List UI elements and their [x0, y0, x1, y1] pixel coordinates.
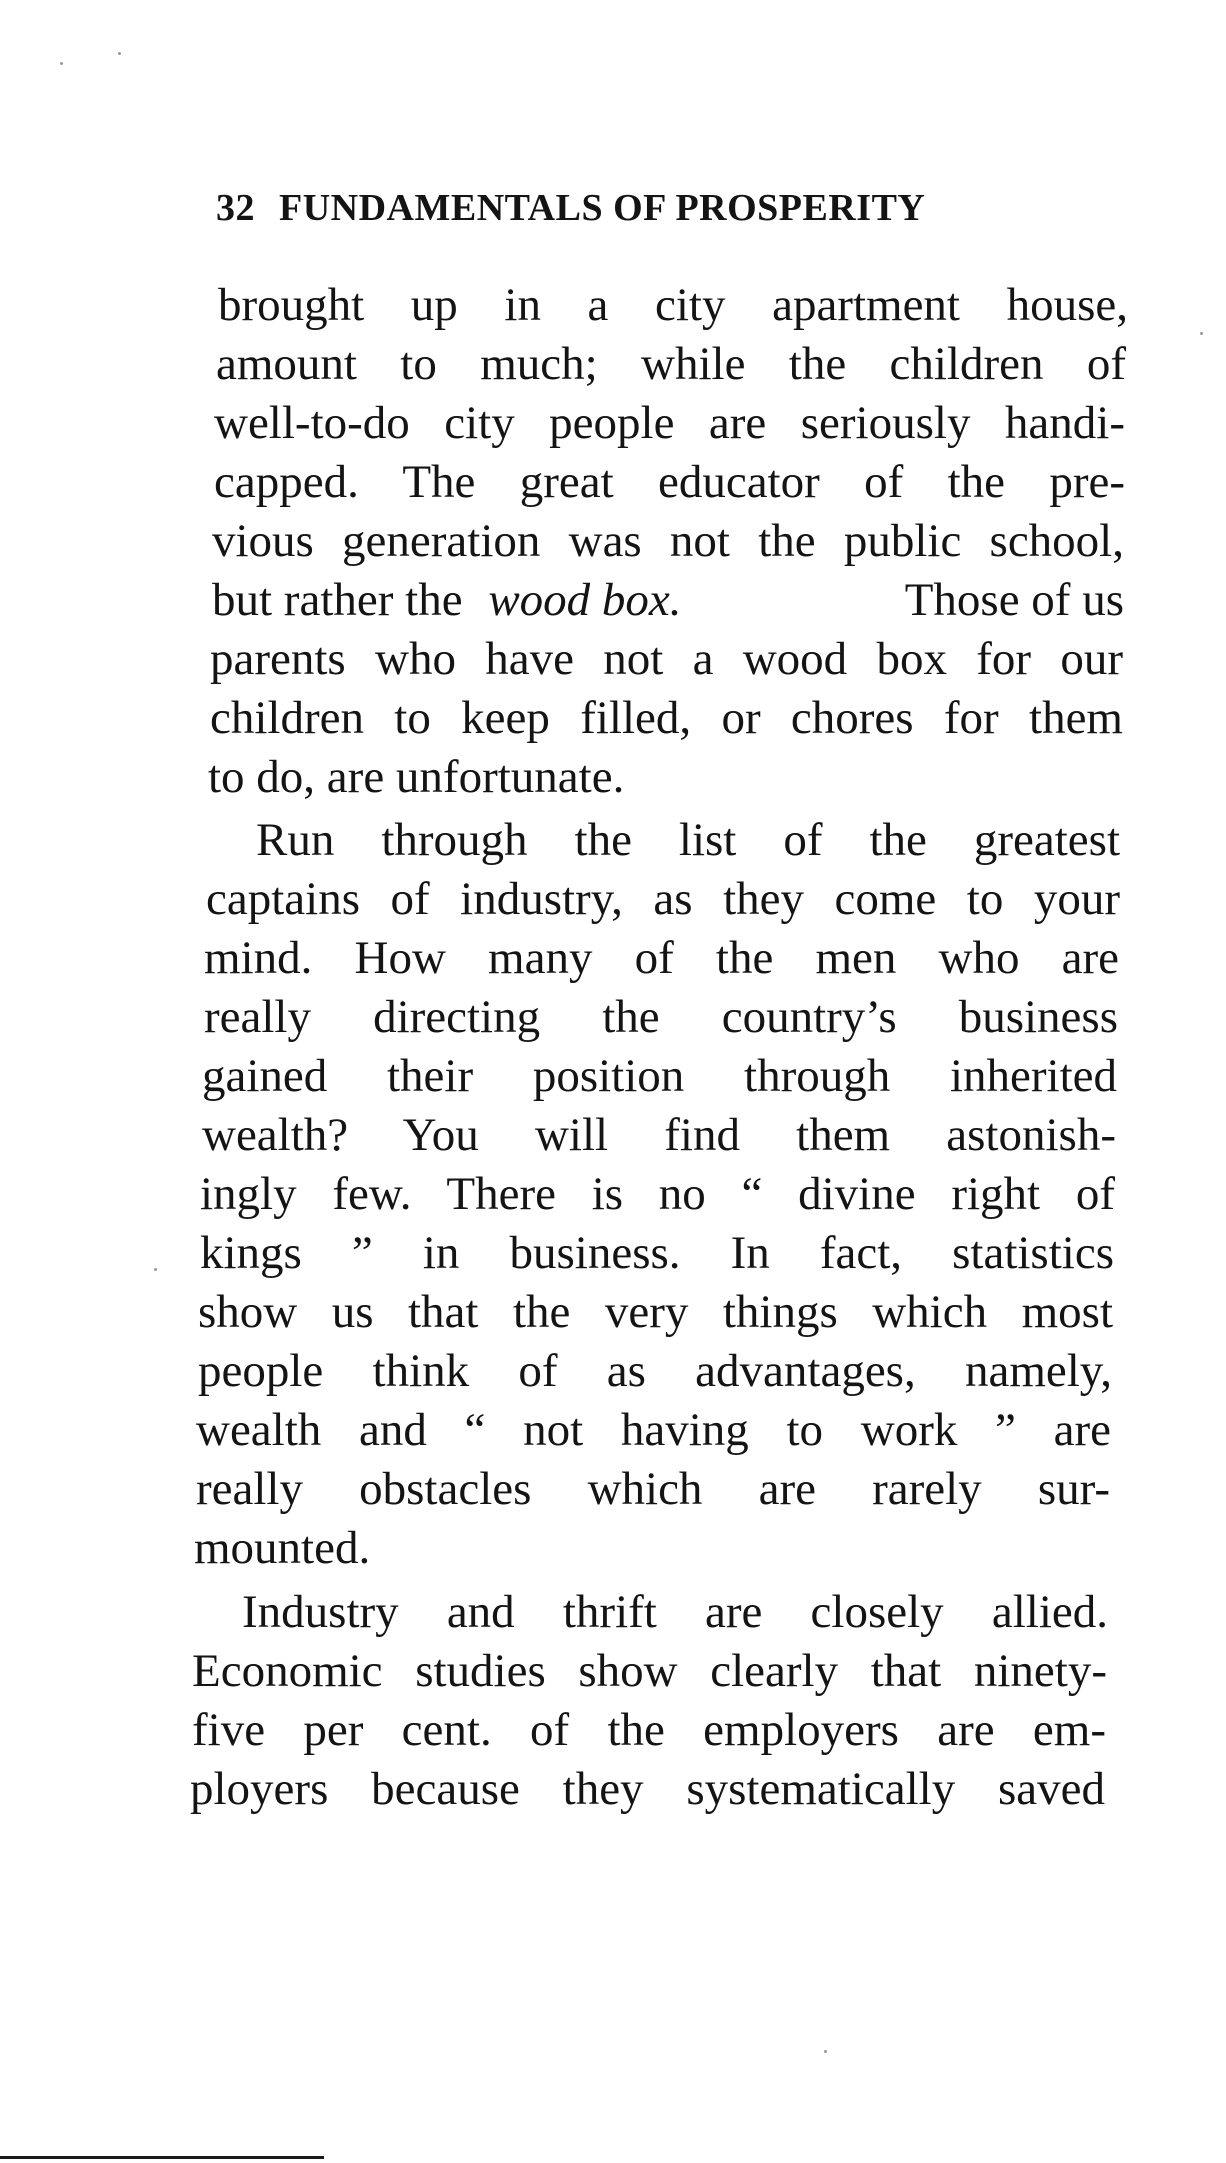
text-line: capped. The great educator of the pre- — [214, 456, 1125, 508]
text-line: children to keep filled, or chores for them — [210, 692, 1123, 744]
text-line: mind. How many of the men who are — [204, 932, 1119, 984]
text-fragment: Those of us — [904, 574, 1124, 626]
text-line: wealth and “ not having to work ” are — [196, 1404, 1111, 1456]
scan-speck — [118, 52, 121, 55]
text-line: Economic studies show clearly that ninety- — [192, 1645, 1107, 1697]
text-line: really directing the country’s business — [204, 991, 1118, 1043]
text-line: kings ” in business. In fact, statistics — [200, 1227, 1114, 1279]
text-line: five per cent. of the employers are em- — [192, 1704, 1106, 1756]
text-line: gained their position through inherited — [202, 1050, 1117, 1102]
text-line: to do, are unfortunate. — [208, 751, 625, 803]
text-line: vious generation was not the public school, — [212, 515, 1124, 567]
scan-speck — [824, 2050, 827, 2053]
page-bottom-rule — [0, 2156, 324, 2159]
italic-phrase: wood box. — [488, 574, 682, 626]
scan-speck — [154, 1268, 157, 1271]
text-line: show us that the very things which most — [198, 1286, 1113, 1338]
text-line: ployers because they systematically saved — [190, 1763, 1105, 1815]
text-line: captains of industry, as they come to your — [206, 873, 1120, 925]
scan-speck — [60, 62, 63, 65]
text-fragment: but rather the — [212, 574, 463, 626]
text-line: well-to-do city people are seriously handi- — [214, 397, 1125, 449]
text-line: parents who have not a wood box for our — [210, 633, 1123, 685]
text-line: Industry and thrift are closely allied. — [242, 1586, 1108, 1638]
scan-speck — [1200, 332, 1203, 335]
page-number: 32 — [216, 187, 255, 229]
text-line: brought up in a city apartment house, — [218, 279, 1128, 331]
text-line: wealth? You will find them astonish- — [202, 1109, 1116, 1161]
text-line: really obstacles which are rarely sur- — [196, 1463, 1110, 1515]
text-line: Run through the list of the greatest — [256, 814, 1120, 866]
text-line — [212, 571, 1124, 629]
text-line: amount to much; while the children of — [216, 338, 1126, 390]
running-header — [216, 186, 1096, 230]
text-line: mounted. — [194, 1522, 371, 1574]
text-line: ingly few. There is no “ divine right of — [200, 1168, 1115, 1220]
text-line: people think of as advantages, namely, — [198, 1345, 1112, 1397]
running-title: FUNDAMENTALS OF PROSPERITY — [279, 187, 926, 229]
